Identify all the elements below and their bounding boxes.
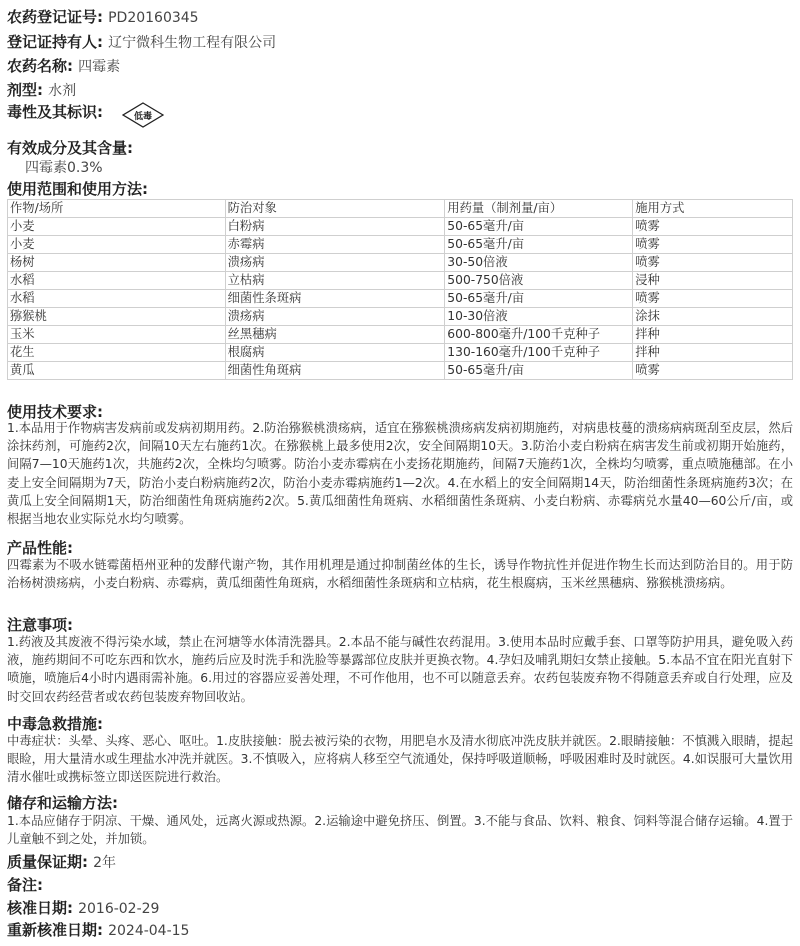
- usage-table-row: [8, 344, 793, 362]
- toxicity-label: 毒性及其标识:: [7, 103, 103, 121]
- usage-table-header-row: [8, 200, 793, 218]
- storage-text: 1.本品应储存于阴凉、干燥、通风处，远离火源或热源。2.运输途中避免挤压、倒置。3.不能与食品、饮料、粮食、饲料等混合储存运输。4.置于儿童触不到之处，并加锁。: [7, 814, 793, 847]
- usage-table-row: [8, 308, 793, 326]
- reapproval-date-value: 2024-04-15: [108, 923, 190, 939]
- usage-table-cell: 500-750倍液: [445, 272, 633, 290]
- reapproval-date-row: [7, 919, 189, 940]
- approval-date-value: 2016-02-29: [78, 901, 160, 917]
- holder-label: 登记证持有人:: [7, 33, 103, 51]
- usage-table-cell: 水稻: [8, 290, 226, 308]
- usage-table-cell: 600-800毫升/100千克种子: [445, 326, 633, 344]
- usage-table-cell: 浸种: [633, 272, 793, 290]
- usage-table-row: [8, 326, 793, 344]
- approval-date-label: 核准日期:: [7, 899, 73, 917]
- registration-no-label: 农药登记证号:: [7, 8, 103, 26]
- usage-heading: 使用范围和使用方法:: [7, 180, 148, 198]
- first-aid-text: 中毒症状：头晕、头疼、恶心、呕吐。1.皮肤接触：脱去被污染的衣物，用肥皂水及清水彻底冲洗皮肤并就医。2.眼睛接触：不慎溅入眼睛，提起眼睑，用大量清水或生理盐水冲洗并就医。3.不慎吸入，应将病人移至空气流通处，保持呼吸道顺畅，呼吸困难时及时就医。4.如误服可大量饮用清水催吐或携标签立即送医院进行救治。: [7, 734, 793, 785]
- usage-table-cell: 50-65毫升/亩: [445, 362, 633, 380]
- usage-table-header-cell: 施用方式: [633, 200, 793, 218]
- usage-table-cell: 溃疡病: [225, 308, 445, 326]
- registration-no-row: [7, 6, 199, 27]
- usage-table-cell: 喷雾: [633, 236, 793, 254]
- usage-table-row: [8, 362, 793, 380]
- usage-table-cell: 喷雾: [633, 254, 793, 272]
- usage-table-cell: 喷雾: [633, 218, 793, 236]
- remarks-label: 备注:: [7, 876, 43, 894]
- pesticide-name-label: 农药名称:: [7, 57, 73, 75]
- remarks-row: [7, 874, 43, 895]
- formulation-row: [7, 79, 76, 100]
- toxicity-badge-text: 低毒: [133, 112, 153, 122]
- ingredient-heading: 有效成分及其含量:: [7, 139, 133, 157]
- usage-table-cell: 立枯病: [225, 272, 445, 290]
- usage-table-cell: 水稻: [8, 272, 226, 290]
- usage-table-row: [8, 236, 793, 254]
- usage-table-cell: 细菌性条斑病: [225, 290, 445, 308]
- pesticide-name-row: [7, 55, 120, 76]
- pesticide-name-value: 四霉素: [78, 59, 121, 75]
- usage-table-cell: 猕猴桃: [8, 308, 226, 326]
- usage-table-cell: 细菌性角斑病: [225, 362, 445, 380]
- usage-table-cell: 花生: [8, 344, 226, 362]
- holder-row: [7, 31, 276, 52]
- usage-table-cell: 50-65毫升/亩: [445, 236, 633, 254]
- properties-heading: 产品性能:: [7, 539, 73, 557]
- usage-table-cell: 玉米: [8, 326, 226, 344]
- ingredient-value: 四霉素0.3%: [25, 160, 103, 176]
- usage-table-cell: 拌种: [633, 326, 793, 344]
- usage-table-row: [8, 218, 793, 236]
- usage-table-cell: 50-65毫升/亩: [445, 218, 633, 236]
- usage-table-cell: 小麦: [8, 218, 226, 236]
- usage-table-header-cell: 作物/场所: [8, 200, 226, 218]
- toxicity-row: [7, 101, 103, 122]
- usage-table-cell: 拌种: [633, 344, 793, 362]
- technique-heading: 使用技术要求:: [7, 403, 103, 421]
- reapproval-date-label: 重新核准日期:: [7, 921, 103, 939]
- precautions-heading: 注意事项:: [7, 616, 73, 634]
- properties-text: 四霉素为不吸水链霉菌梧州亚种的发酵代谢产物，其作用机理是通过抑制菌丝体的生长，诱导作物抗性并促进作物生长而达到防治目的。用于防治杨树溃疡病，小麦白粉病、赤霉病，黄瓜细菌性角斑病，水稻细菌性条斑病和立枯病，花生根腐病，玉米丝黑穗病、猕猴桃溃疡病。: [7, 558, 793, 591]
- usage-table-cell: 10-30倍液: [445, 308, 633, 326]
- formulation-label: 剂型:: [7, 81, 43, 99]
- usage-table-cell: 白粉病: [225, 218, 445, 236]
- usage-table-row: [8, 290, 793, 308]
- technique-text: 1.本品用于作物病害发病前或发病初期用药。2.防治猕猴桃溃疡病，适宜在猕猴桃溃疡病发病初期施药，对病患枝蔓的溃疡病病斑刮至皮层，然后涂抹药剂，可施药2次，间隔10天左右施药1次。在猕猴桃上最多使用2次，安全间隔期10天。3.防治小麦白粉病在病害发生前或初期开始施药，间隔7—10天施药1次，共施药2次，全株均匀喷雾。防治小麦赤霉病在小麦扬花期施药，间隔7天施药1次，全株均匀喷雾，重点喷施穗部。在小麦上安全间隔期为7天，防治小麦白粉病施药2次，防治小麦赤霉病施药1—2次。4.在水稻上的安全间隔期14天，防治细菌性条斑病施药3次；在黄瓜上安全间隔期1天，防治细菌性角斑病施药2次。5.黄瓜细菌性角斑病、水稻细菌性条斑病、小麦白粉病、赤霉病兑水量40—60公斤/亩，或根据当地农业实际兑水均匀喷雾。: [7, 421, 793, 527]
- shelf-life-label: 质量保证期:: [7, 853, 88, 871]
- usage-table-cell: 黄瓜: [8, 362, 226, 380]
- registration-no-value: PD20160345: [108, 10, 199, 26]
- usage-table-cell: 涂抹: [633, 308, 793, 326]
- usage-table-cell: 根腐病: [225, 344, 445, 362]
- shelf-life-row: [7, 851, 116, 872]
- usage-table-row: [8, 272, 793, 290]
- usage-table-row: [8, 254, 793, 272]
- usage-table-cell: 溃疡病: [225, 254, 445, 272]
- usage-table-cell: 喷雾: [633, 362, 793, 380]
- usage-table-header-cell: 用药量（制剂量/亩）: [445, 200, 633, 218]
- usage-table-cell: 30-50倍液: [445, 254, 633, 272]
- storage-heading: 储存和运输方法:: [7, 794, 118, 812]
- formulation-value: 水剂: [48, 83, 77, 99]
- usage-table-cell: 杨树: [8, 254, 226, 272]
- usage-table-cell: 小麦: [8, 236, 226, 254]
- usage-table-cell: 赤霉病: [225, 236, 445, 254]
- shelf-life-value: 2年: [93, 855, 117, 871]
- usage-table-cell: 丝黑穗病: [225, 326, 445, 344]
- usage-table-cell: 130-160毫升/100千克种子: [445, 344, 633, 362]
- usage-table: [7, 199, 793, 380]
- holder-value: 辽宁微科生物工程有限公司: [108, 35, 277, 51]
- usage-table-cell: 喷雾: [633, 290, 793, 308]
- approval-date-row: [7, 897, 159, 918]
- precautions-text: 1.药液及其废液不得污染水域，禁止在河塘等水体清洗器具。2.本品不能与碱性农药混用。3.使用本品时应戴手套、口罩等防护用具，避免吸入药液，施药期间不可吃东西和饮水，施药后应及时洗手和洗脸等暴露部位皮肤并更换衣物。4.孕妇及哺乳期妇女禁止接触。5.本品不宜在阳光直射下喷施，喷施后4小时内遇雨需补施。6.用过的容器应妥善处理，不可作他用，也不可以随意丢弃。农药包装废弃物不得随意丢弃或自行处理，应及时交回农药经营者或农药包装废弃物回收站。: [7, 635, 793, 704]
- first-aid-heading: 中毒急救措施:: [7, 715, 103, 733]
- usage-table-cell: 50-65毫升/亩: [445, 290, 633, 308]
- low-toxicity-badge-icon: [122, 102, 164, 128]
- usage-table-header-cell: 防治对象: [225, 200, 445, 218]
